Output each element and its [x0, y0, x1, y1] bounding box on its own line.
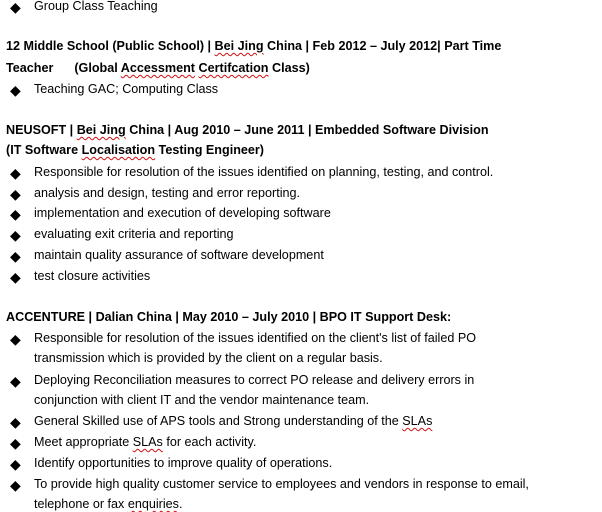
bullet-icon: ◆	[10, 269, 21, 285]
list-item: Responsible for resolution of the issues identified on the client's list of failed PO	[34, 331, 477, 345]
heading-text: Accessment	[120, 61, 195, 75]
list-item: Group Class Teaching	[34, 0, 158, 13]
bullet-icon: ◆	[10, 373, 21, 389]
item-text: for each activity.	[162, 435, 257, 449]
job-heading-line1	[6, 123, 489, 138]
bullet-icon: ◆	[10, 82, 21, 98]
job-heading-line1	[6, 39, 501, 54]
item-text: .	[178, 497, 183, 511]
bullet-icon: ◆	[10, 206, 21, 222]
heading-text: China | Feb 2012 – July 2012| Part Time	[263, 39, 502, 53]
job-heading-line2	[6, 143, 264, 158]
list-item-continuation: transmission which is provided by the client on a regular basis.	[34, 351, 383, 365]
list-item: Identify opportunities to improve quality of operations.	[34, 456, 333, 470]
list-item	[34, 435, 256, 450]
list-item: evaluating exit criteria and reporting	[34, 227, 234, 241]
list-item-continuation: conjunction with client IT and the vendor maintenance team.	[34, 393, 370, 407]
bullet-icon: ◆	[10, 435, 21, 451]
heading-text: Bei Jing	[76, 123, 126, 137]
heading-text: (IT Software	[6, 143, 82, 157]
job-heading: ACCENTURE | Dalian China | May 2010 – July 2010 | BPO IT Support Desk:	[6, 310, 452, 324]
list-item: To provide high quality customer service to employees and vendors in response to email,	[34, 477, 529, 491]
heading-text: Localisation	[81, 143, 156, 157]
bullet-icon: ◆	[10, 248, 21, 264]
heading-text: Teacher (Global	[6, 61, 121, 75]
bullet-icon: ◆	[10, 227, 21, 243]
list-item: Deploying Reconciliation measures to correct PO release and delivery errors in	[34, 373, 475, 387]
item-text: SLAs	[402, 414, 433, 428]
list-item	[34, 414, 432, 429]
heading-text: Certifcation	[198, 61, 269, 75]
bullet-icon: ◆	[10, 0, 21, 15]
bullet-icon: ◆	[10, 186, 21, 202]
job-heading-line2	[6, 61, 310, 76]
list-item: analysis and design, testing and error reporting.	[34, 186, 301, 200]
list-item-continuation	[34, 497, 182, 512]
list-item: maintain quality assurance of software development	[34, 248, 324, 262]
item-text: telephone or fax	[34, 497, 128, 511]
item-text: enquiries	[127, 497, 179, 511]
heading-text: Class)	[268, 61, 310, 75]
bullet-icon: ◆	[10, 477, 21, 493]
heading-text: NEUSOFT |	[6, 123, 77, 137]
bullet-icon: ◆	[10, 456, 21, 472]
heading-text: China | Aug 2010 – June 2011 | Embedded Software Division	[125, 123, 489, 137]
item-text: General Skilled use of APS tools and Strong understanding of the	[34, 414, 403, 428]
heading-text: 12 Middle School (Public School) |	[6, 39, 215, 53]
list-item: implementation and execution of developing software	[34, 206, 331, 220]
bullet-icon: ◆	[10, 414, 21, 430]
list-item: Responsible for resolution of the issues identified on planning, testing, and control.	[34, 165, 494, 179]
heading-text: Testing Engineer)	[155, 143, 264, 157]
item-text: Meet appropriate	[34, 435, 133, 449]
bullet-icon: ◆	[10, 165, 21, 181]
item-text: SLAs	[132, 435, 163, 449]
list-item: Teaching GAC; Computing Class	[34, 82, 219, 96]
heading-text: Bei Jing	[214, 39, 264, 53]
list-item: test closure activities	[34, 269, 151, 283]
bullet-icon: ◆	[10, 331, 21, 347]
